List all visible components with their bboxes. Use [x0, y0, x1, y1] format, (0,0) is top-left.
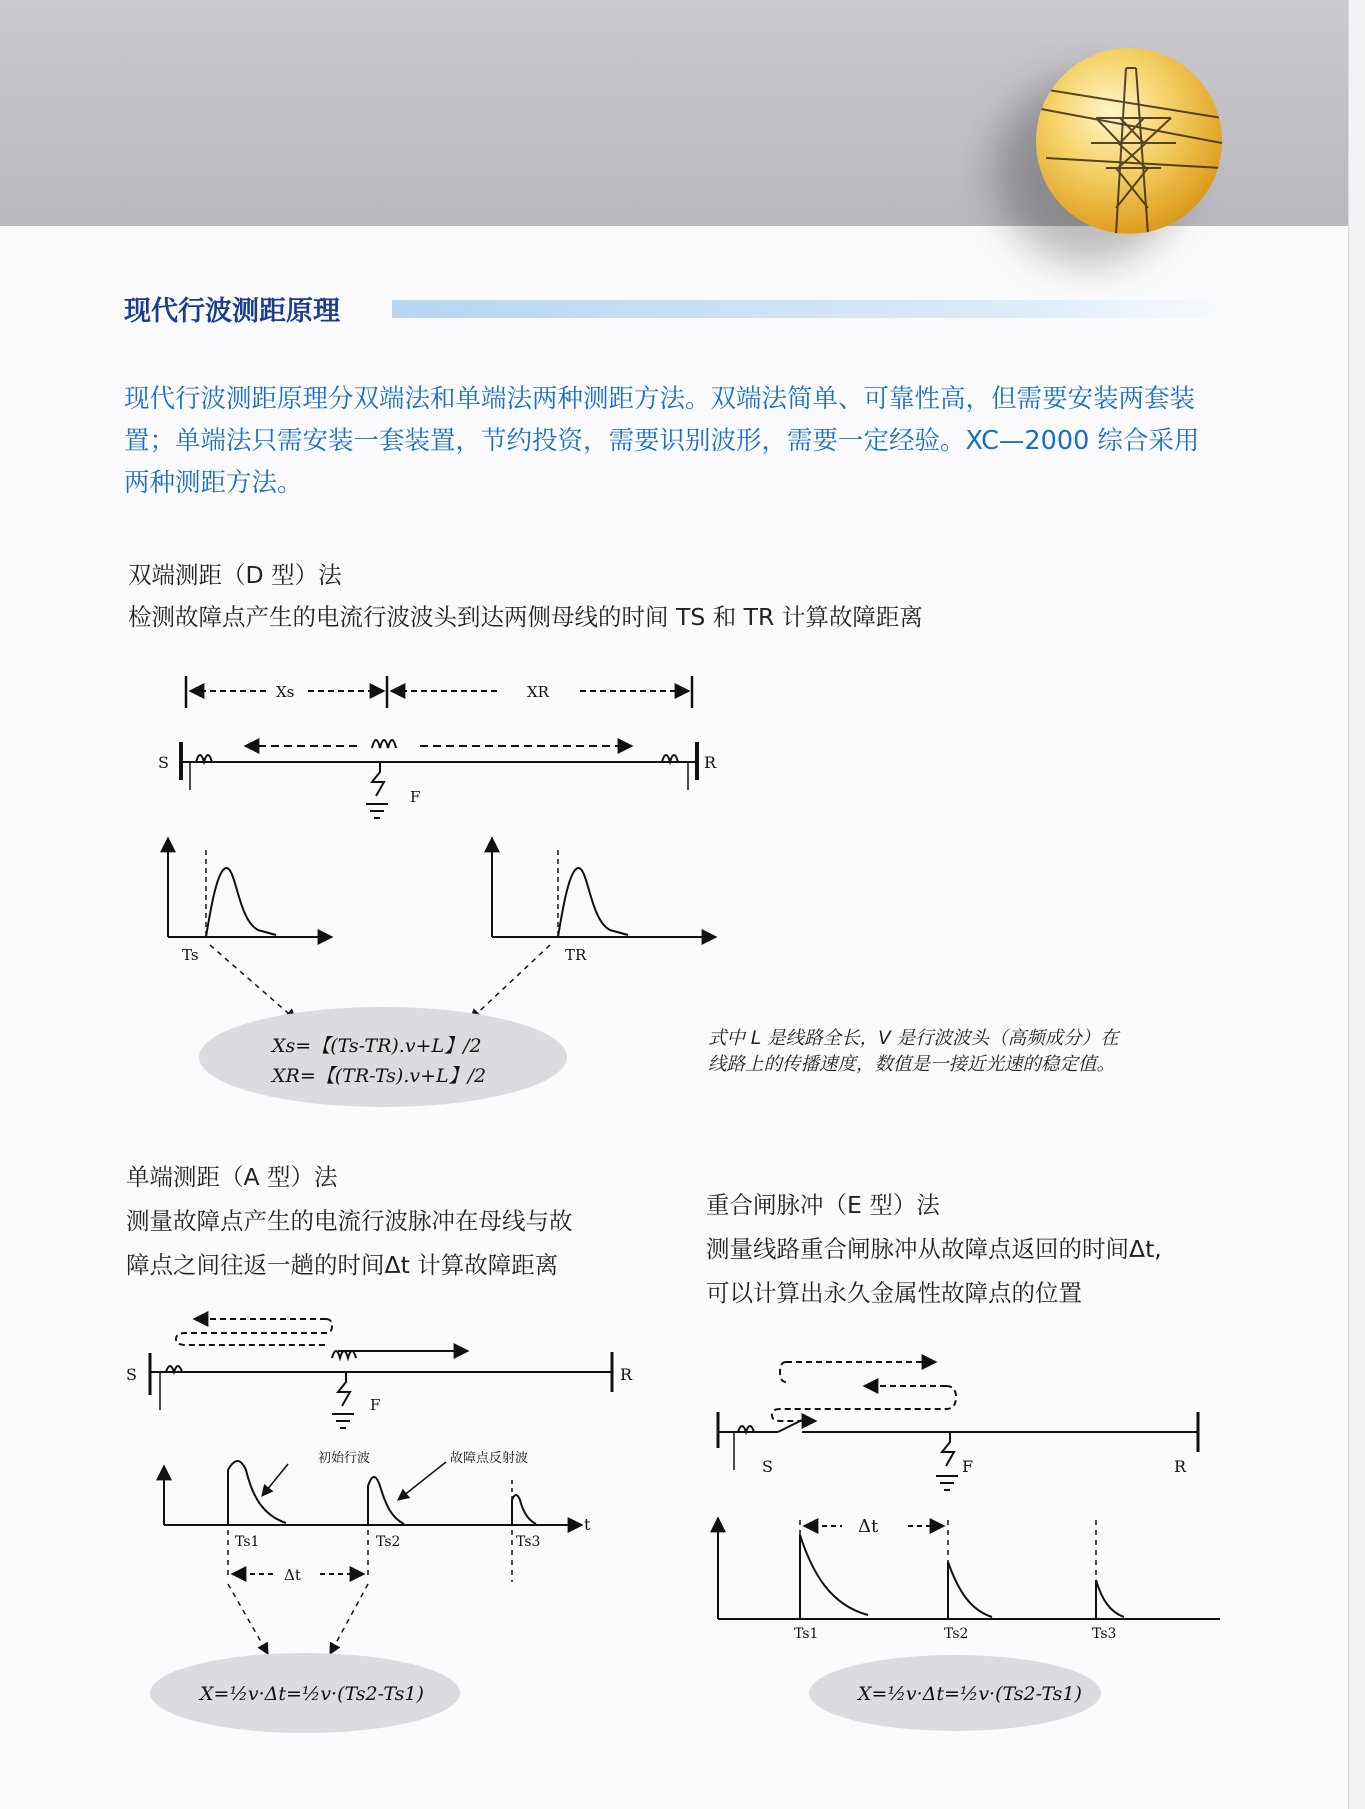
reclose-description-line1: 测量线路重合闸脉冲从故障点返回的时间Δt, — [706, 1235, 1162, 1263]
xs-label: Xs — [276, 683, 295, 701]
reclose-r-label: R — [1174, 1457, 1187, 1476]
initial-wave-label: 初始行波 — [318, 1451, 371, 1466]
formula-xr: XR=【(TR-Ts).v+L】/2 — [272, 1065, 487, 1087]
single-end-description-line2: 障点之间往返一趟的时间Δt 计算故障距离 — [126, 1251, 559, 1279]
reclose-description-line2: 可以计算出永久金属性故障点的位置 — [706, 1279, 1082, 1307]
single-f-label: F — [370, 1396, 381, 1414]
double-end-description: 检测故障点产生的电流行波波头到达两侧母线的时间 TS 和 TR 计算故障距离 — [128, 603, 923, 631]
xr-label: XR — [527, 683, 549, 701]
formula-note: 式中 L 是线路全长，V 是行波波头（高频成分）在线路上的传播速度，数值是一接近光速的稳定值。 — [708, 1028, 1119, 1075]
double-f-label: F — [410, 788, 421, 806]
reclose-ts3-label: Ts3 — [1092, 1626, 1117, 1642]
single-end-diagram — [150, 1319, 612, 1654]
section-title: 现代行波测距原理 — [124, 296, 340, 327]
single-ts3-label: Ts3 — [516, 1534, 541, 1550]
double-s-label: S — [158, 753, 169, 772]
intro-paragraph: 现代行波测距原理分双端法和单端法两种测距方法。双端法简单、可靠性高，但需要安装两套装置；单端法只需安装一套装置，节约投资，需要识别波形，需要一定经验。XC—2000 综合采用两种测距方法。 — [124, 384, 1200, 498]
reclose-ts2-label: Ts2 — [944, 1626, 969, 1642]
double-r-label: R — [704, 753, 717, 772]
reclose-heading: 重合闸脉冲（E 型）法 — [706, 1191, 940, 1219]
reclose-f-label: F — [962, 1457, 974, 1476]
reclose-dt-label: Δt — [858, 1516, 879, 1537]
double-end-heading: 双端测距（D 型）法 — [128, 561, 342, 589]
ts-label: Ts — [182, 946, 199, 964]
double-end-diagram — [168, 676, 716, 1020]
single-formula: X=½v·Δt=½v·(Ts2-Ts1) — [200, 1683, 424, 1705]
single-dt-label: Δt — [284, 1566, 301, 1584]
formula-xs: Xs=【(Ts-TR).v+L】/2 — [272, 1035, 482, 1057]
reclose-formula: X=½v·Δt=½v·(Ts2-Ts1) — [858, 1683, 1082, 1705]
single-ts1-label: Ts1 — [235, 1534, 260, 1550]
tr-label: TR — [565, 946, 587, 964]
single-end-description-line1: 测量故障点产生的电流行波脉冲在母线与故 — [126, 1207, 573, 1235]
double-end-formula-ellipse — [199, 1007, 567, 1107]
single-ts2-label: Ts2 — [376, 1534, 401, 1550]
reflected-wave-label: 故障点反射波 — [450, 1451, 529, 1466]
reclose-ts1-label: Ts1 — [794, 1626, 819, 1642]
single-r-label: R — [620, 1365, 633, 1384]
time-axis-label: t — [584, 1515, 591, 1534]
single-end-heading: 单端测距（A 型）法 — [126, 1163, 338, 1191]
single-s-label: S — [126, 1365, 137, 1384]
reclose-s-label: S — [762, 1457, 773, 1476]
reclose-diagram — [718, 1362, 1220, 1619]
